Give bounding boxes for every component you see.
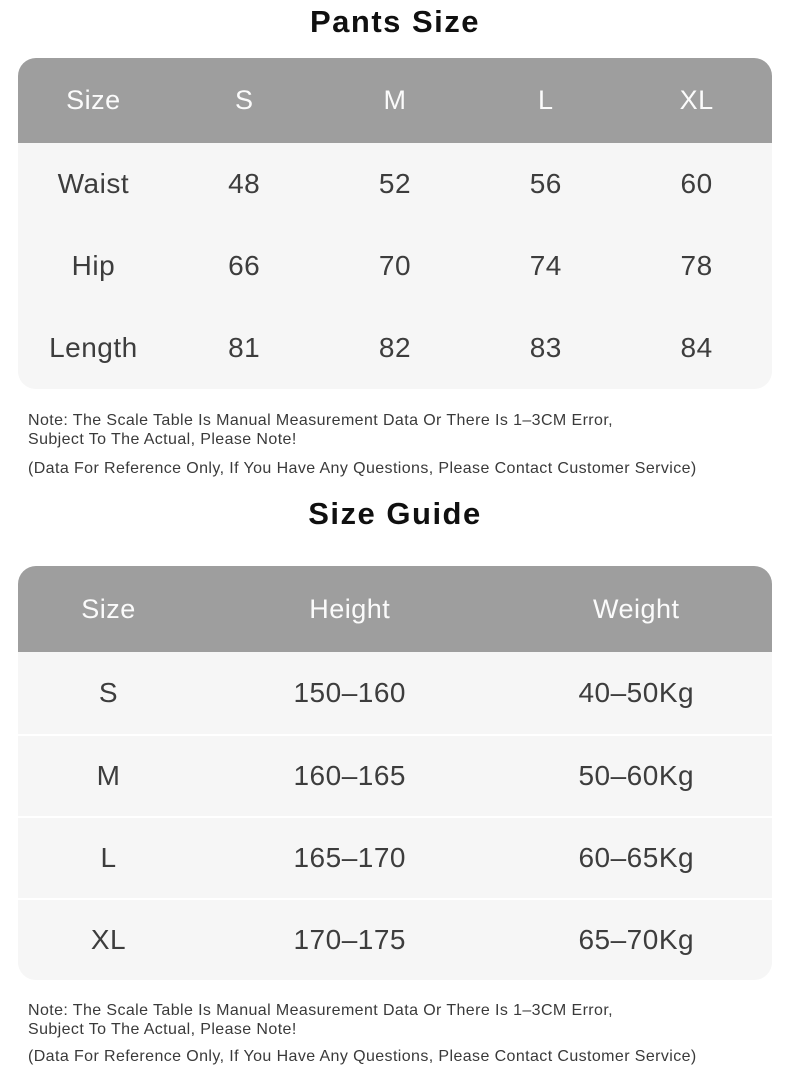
pants-size-title: Pants Size [309,4,481,39]
header-cell-size: Size [81,593,136,624]
size-cell: L [100,842,117,873]
size-guide-title: Size Guide [308,496,482,531]
table-row-s [18,652,772,734]
table-row-xl [18,898,772,980]
size-guide-table [18,566,772,980]
header-cell-m: M [383,85,407,115]
height-cell: 165–170 [293,842,406,873]
header-cell-s: S [234,85,254,115]
row-label-length: Length [49,332,138,363]
value-cell: 60 [680,168,713,199]
disclaimer-text: (Data For Reference Only, If You Have Any Questions, Please Contact Customer Service) [28,460,697,477]
height-cell: 150–160 [293,677,406,708]
row-label-waist: Waist [57,168,130,199]
pants-size-header-row [18,58,772,143]
note-text-line2: Subject To The Actual, Please Note! [28,431,297,448]
header-cell-weight: Weight [592,593,680,624]
weight-cell: 40–50Kg [578,677,695,708]
header-cell-size: Size [66,85,121,115]
weight-cell: 50–60Kg [578,760,695,791]
value-cell: 66 [228,250,261,281]
height-cell: 160–165 [293,760,406,791]
size-cell: S [98,677,119,708]
pants-size-table [18,58,772,389]
pants-size-notes [28,411,762,479]
table-row-waist [18,143,772,225]
weight-cell: 60–65Kg [578,842,695,873]
value-cell: 52 [378,168,412,199]
height-cell: 170–175 [293,924,406,955]
value-cell: 82 [378,332,412,363]
value-cell: 81 [228,332,261,363]
size-guide-notes [28,1001,762,1065]
value-cell: 48 [228,168,261,199]
weight-cell: 65–70Kg [578,924,695,955]
value-cell: 56 [529,168,562,199]
note-text-line1: Note: The Scale Table Is Manual Measurement Data Or There Is 1–3CM Error, [28,412,614,429]
header-cell-height: Height [309,593,391,624]
table-row-m [18,734,772,816]
note-text-line2: Subject To The Actual, Please Note! [28,1021,297,1038]
disclaimer-text: (Data For Reference Only, If You Have Any Questions, Please Contact Customer Service) [28,1048,697,1065]
size-guide-header-row [18,566,772,652]
value-cell: 74 [529,250,562,281]
value-cell: 84 [680,332,713,363]
table-row-hip [18,225,772,307]
value-cell: 70 [378,250,412,281]
header-cell-l: L [538,85,554,115]
value-cell: 78 [680,250,713,281]
row-label-hip: Hip [71,250,116,281]
table-row-length [18,307,772,389]
size-cell: M [96,760,121,791]
table-row-l [18,816,772,898]
note-text-line1: Note: The Scale Table Is Manual Measurement Data Or There Is 1–3CM Error, [28,1002,614,1019]
size-cell: XL [90,924,127,955]
header-cell-xl: XL [679,85,714,115]
value-cell: 83 [529,332,562,363]
